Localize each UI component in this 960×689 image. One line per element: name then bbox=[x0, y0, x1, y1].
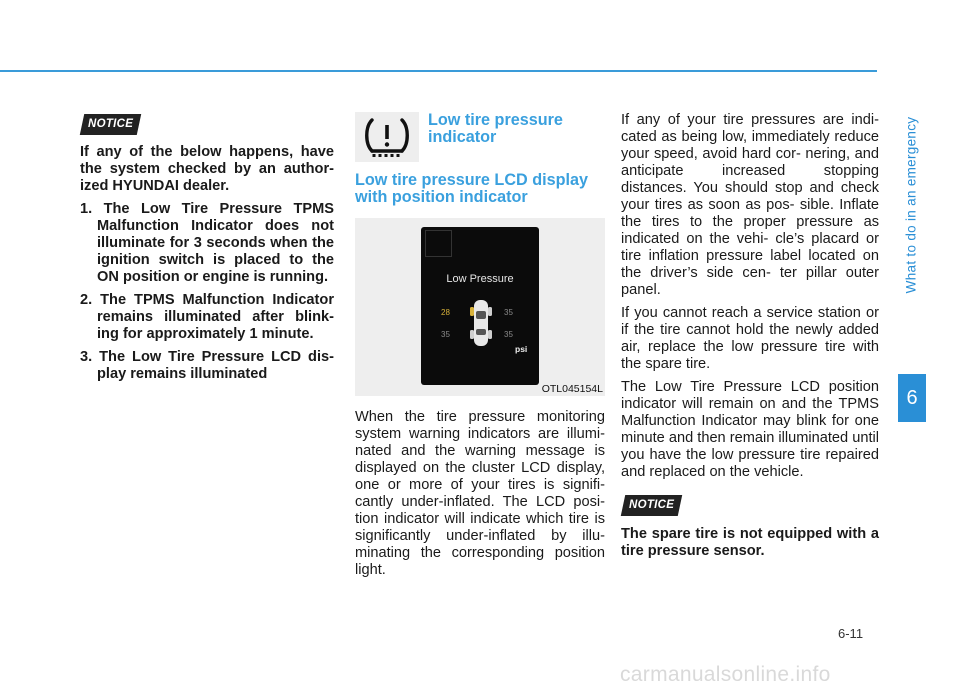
car-top-view-icon bbox=[469, 297, 493, 349]
heading-lcd-display: Low tire pressure LCD display with position indicator bbox=[355, 171, 588, 206]
figure-code: OTL045154L bbox=[541, 383, 603, 395]
page-number: 6-11 bbox=[838, 626, 864, 641]
tire-rear-left-value: 35 bbox=[441, 330, 450, 339]
notice-spare-sensor: The spare tire is not equipped with a tire pressure sensor. bbox=[621, 526, 879, 559]
paragraph-reduce-speed: If any of your tire pressures are indi- cated as being low, immediately reduce your speed, avoid hard cor- nering, and anticipate increased stopping distances. You should stop and check your tires as soon as pos- sible. Inflate the tires to the proper pressure as indicated on the vehi- cle’s placard or tire inflation pressure label located on the driver’s side cen- ter pillar outer panel. bbox=[621, 112, 879, 298]
notice-list bbox=[80, 201, 334, 383]
list-item: 3. The Low Tire Pressure LCD dis- play remains illuminated bbox=[80, 349, 334, 382]
section-title-vertical bbox=[898, 40, 924, 370]
lcd-figure bbox=[355, 218, 605, 396]
section-title: What to do in an emergency bbox=[903, 116, 919, 294]
header-rule bbox=[0, 70, 877, 72]
notice-badge: NOTICE bbox=[80, 114, 142, 135]
cluster-lcd-screen bbox=[421, 227, 539, 385]
heading-low-tire-indicator: Low tire pressure indicator bbox=[428, 111, 563, 146]
paragraph-spare-tire: If you cannot reach a service station or if the tire cannot hold the newly added air, replace the low pressure tire with the spare tire. bbox=[621, 305, 879, 372]
notice-badge: NOTICE bbox=[621, 495, 683, 516]
tire-front-left-value: 28 bbox=[441, 308, 450, 317]
list-item: 2. The TPMS Malfunction Indicator remains illuminated after blink- ing for approximately 1 minute. bbox=[80, 292, 334, 342]
watermark: carmanualsonline.info bbox=[620, 663, 831, 686]
tire-front-right-value: 35 bbox=[504, 308, 513, 317]
list-item: 1. The Low Tire Pressure TPMS Malfunction Indicator does not illuminate for 3 seconds when the ignition switch is placed to the ON position or engine is running. bbox=[80, 201, 334, 285]
column-right bbox=[621, 112, 879, 566]
pressure-unit: psi bbox=[515, 344, 528, 354]
tpms-warning-icon bbox=[355, 112, 419, 162]
lcd-title: Low Pressure bbox=[446, 273, 514, 285]
paragraph-indicator-remain: The Low Tire Pressure LCD position indicator will remain on and the TPMS Malfunction Indicator may blink for one minute and then remain illuminated until you have the low pressure tire repaired and replaced on the vehicle. bbox=[621, 379, 879, 480]
lcd-corner-box bbox=[425, 230, 452, 257]
chapter-tab bbox=[898, 374, 926, 422]
lcd-description: When the tire pressure monitoring system warning indicators are illumi- nated and the warning message is displayed on the cluster LCD display, one or more of your tires is signifi- cantly under-inflated. The LCD posi- tion indicator will indicate which tire is significantly under-inflated by illu- minating the corresponding position light. bbox=[355, 409, 605, 578]
notice-intro: If any of the below happens, have the system checked by an author- ized HYUNDAI dealer. bbox=[80, 144, 334, 194]
column-left bbox=[80, 114, 334, 389]
chapter-number: 6 bbox=[906, 386, 918, 409]
tire-rear-right-value: 35 bbox=[504, 330, 513, 339]
